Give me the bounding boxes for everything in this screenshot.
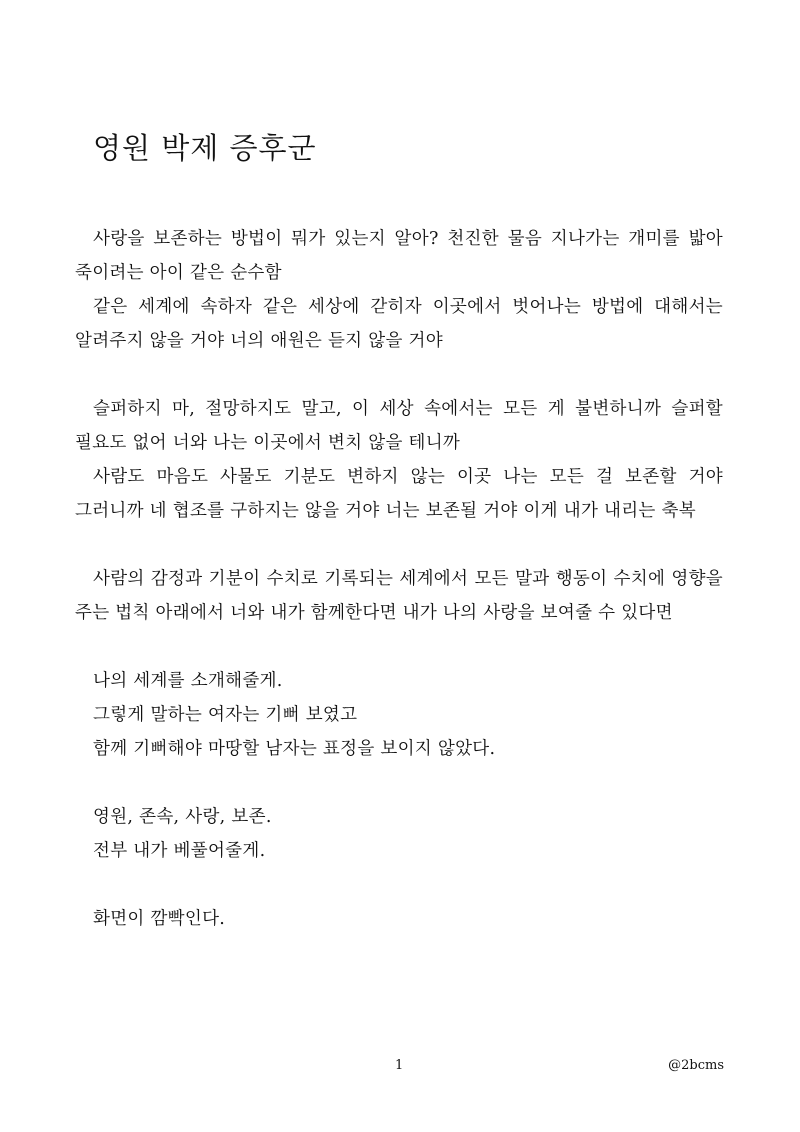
paragraph: 함께 기뻐해야 마땅할 남자는 표정을 보이지 않았다. (93, 739, 496, 759)
paragraph-gap (75, 868, 723, 902)
paragraph-gap (75, 766, 723, 800)
paragraph: 영원, 존속, 사랑, 보존. (93, 807, 272, 827)
paragraph: 사랑을 보존하는 방법이 뭐가 있는지 알아? 천진한 물음 지나가는 개미를 밟아 죽이려는 아이 같은 순수함 (75, 229, 723, 283)
paragraph: 같은 세계에 속하자 같은 세상에 갇히자 이곳에서 벗어나는 방법에 대해서는 알려주지 않을 거야 너의 애원은 듣지 않을 거야 (75, 297, 723, 351)
paragraph: 그렇게 말하는 여자는 기뻐 보였고 (93, 705, 358, 725)
paragraph: 사람도 마음도 사물도 기분도 변하지 않는 이곳 나는 모든 걸 보존할 거야 그러니까 네 협조를 구하지는 않을 거야 너는 보존될 거야 이게 내가 내리는 축복 (75, 467, 723, 521)
paragraph: 사람의 감정과 기분이 수치로 기록되는 세계에서 모든 말과 행동이 수치에 영향을 주는 법칙 아래에서 너와 내가 함께한다면 내가 나의 사랑을 보여줄 수 있다면 (75, 569, 723, 623)
document-title: 영원 박제 증후군 (93, 131, 317, 165)
paragraph: 나의 세계를 소개해줄게. (93, 671, 283, 691)
document-body (75, 222, 723, 936)
paragraph: 화면이 깜빡인다. (93, 909, 226, 929)
paragraph-gap (75, 528, 723, 562)
paragraph: 슬퍼하지 마, 절망하지도 말고, 이 세상 속에서는 모든 게 불변하니까 슬퍼할 필요도 없어 너와 나는 이곳에서 변치 않을 테니까 (75, 399, 723, 453)
paragraph: 전부 내가 베풀어줄게. (93, 841, 266, 861)
author-handle: @2bcms (668, 1058, 724, 1073)
paragraph-gap (75, 630, 723, 664)
page-number: 1 (395, 1058, 404, 1073)
paragraph-gap (75, 358, 723, 392)
